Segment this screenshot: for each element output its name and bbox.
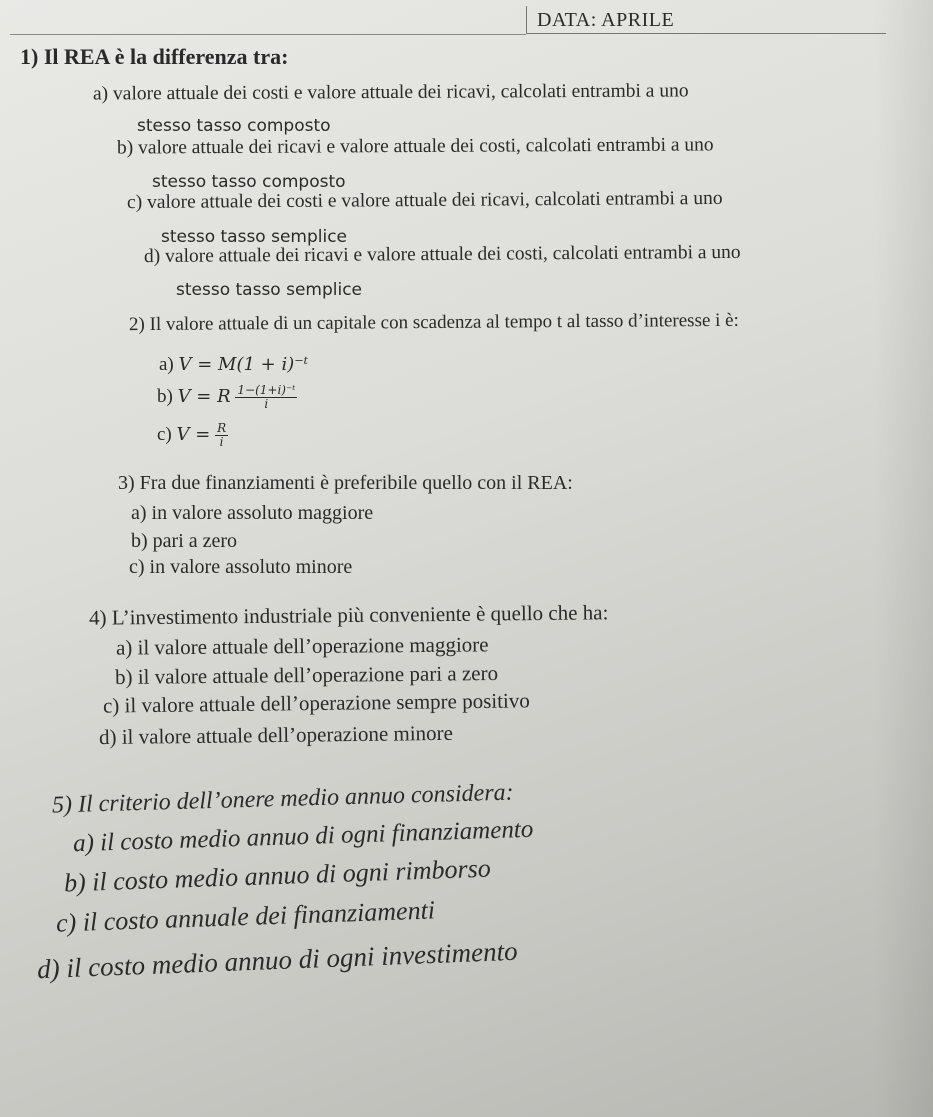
- q1-option-d: d) valore attuale dei ricavi e valore attuale dei costi, calcolati entrambi a uno: [143, 241, 741, 268]
- q1-option-a: a) valore attuale dei costi e valore attuale dei ricavi, calcolati entrambi a uno: [92, 80, 689, 105]
- question-1: 1) Il REA è la differenza tra:: [20, 44, 289, 69]
- q3-option-c: c) in valore assoluto minore: [129, 556, 353, 578]
- q3-option-a: a) in valore assoluto maggiore: [131, 502, 374, 524]
- q2-formula-c-denominator: i: [219, 435, 224, 449]
- question-5: 5) Il criterio dell’onere medio annuo considera:: [51, 779, 514, 819]
- q2-option-b-label: b): [157, 385, 173, 407]
- question-3: 3) Fra due finanziamenti è preferibile quello con il REA:: [118, 472, 573, 494]
- q2-formula-a: V = M(1 + i)⁻ᵗ: [178, 354, 309, 375]
- q2-option-a-label: a): [159, 354, 174, 375]
- paper-shadow: [873, 0, 933, 1117]
- q2-option-a: [159, 354, 308, 376]
- q2-formula-b-denominator: i: [264, 397, 269, 411]
- q1-option-c: c) valore attuale dei costi e valore attuale dei ricavi, calcolati entrambi a uno: [126, 187, 723, 214]
- q5-option-c: c) il costo annuale dei finanziamenti: [55, 895, 436, 938]
- q2-formula-c-numerator: R: [217, 421, 227, 435]
- question-2: 2) Il valore attuale di un capitale con scadenza al tempo t al tasso d’interesse i è:: [128, 309, 739, 336]
- q5-option-a: a) il costo medio annuo di ogni finanziamento: [72, 815, 534, 858]
- q1-option-d-cont: stesso tasso semplice: [176, 280, 363, 300]
- q2-option-c: [157, 422, 228, 449]
- q2-option-b: [157, 384, 297, 411]
- q2-formula-b-numerator: 1−(1+i)⁻ᵗ: [237, 383, 296, 397]
- q4-option-d: d) il valore attuale dell’operazione minore: [98, 720, 454, 750]
- q2-formula-c-lhs: V =: [176, 423, 211, 445]
- date-header: DATA: APRILE: [526, 6, 886, 34]
- q2-formula-b-lhs: V = R: [177, 385, 231, 407]
- q4-option-c: c) il valore attuale dell’operazione sempre positivo: [102, 688, 530, 718]
- q1-option-c-cont: stesso tasso semplice: [161, 227, 348, 247]
- q3-option-b: b) pari a zero: [131, 530, 238, 552]
- header-divider: [10, 34, 526, 35]
- q1-option-b-cont: stesso tasso composto: [152, 172, 346, 192]
- q1-option-a-cont: stesso tasso composto: [137, 116, 331, 136]
- q4-option-b: b) il valore attuale dell’operazione pari a zero: [114, 660, 499, 690]
- q2-formula-c-fraction: [215, 422, 228, 449]
- q2-option-c-label: c): [157, 423, 172, 445]
- q5-option-d: d) il costo medio annuo di ogni investimento: [36, 935, 519, 985]
- question-4: 4) L’investimento industriale più conveniente è quello che ha:: [88, 600, 609, 630]
- q4-option-a: a) il valore attuale dell’operazione maggiore: [115, 632, 489, 660]
- q1-option-b: b) valore attuale dei ricavi e valore attuale dei costi, calcolati entrambi a uno: [116, 134, 714, 159]
- q2-formula-b-fraction: [235, 384, 297, 411]
- q5-option-b: b) il costo medio annuo di ogni rimborso: [63, 853, 492, 898]
